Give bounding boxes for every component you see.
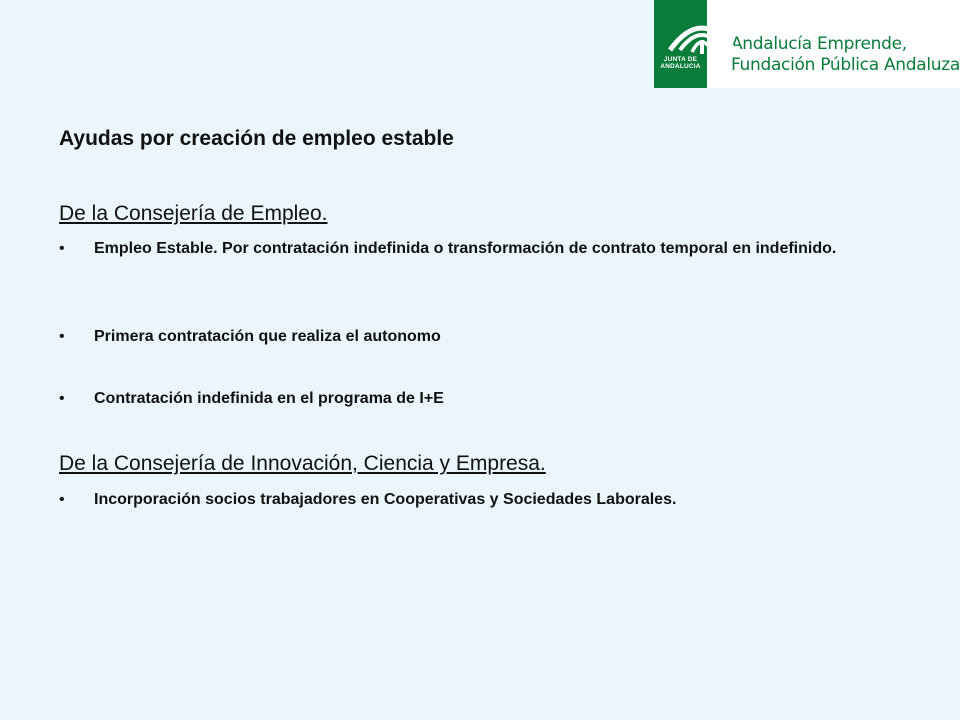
bullet-icon: • (59, 390, 65, 407)
organization-name (707, 0, 960, 88)
list-item-text: Incorporación socios trabajadores en Cooperativas y Sociedades Laborales. (94, 491, 677, 508)
list-item-text: Empleo Estable. Por contratación indefinida o transformación de contrato temporal en indefinido. (94, 240, 837, 257)
header-logo-area (654, 0, 960, 88)
section-heading-empleo: De la Consejería de Empleo. (59, 202, 328, 225)
org-name-line1: Andalucía Emprende, (730, 34, 907, 54)
list-item (59, 489, 874, 511)
list-item-text: Primera contratación que realiza el autonomo (94, 328, 441, 345)
bullet-icon: • (59, 491, 65, 508)
arch-emblem-icon (664, 10, 740, 60)
bullet-icon: • (59, 240, 65, 257)
section-heading-innovacion: De la Consejería de Innovación, Ciencia y Empresa. (59, 452, 546, 475)
bullet-icon: • (59, 328, 65, 345)
list-item (59, 388, 874, 410)
page-title: Ayudas por creación de empleo estable (59, 127, 454, 150)
junta-logo (654, 0, 707, 88)
junta-label: JUNTA DE ANDALUCIA (660, 56, 701, 70)
list-item-text: Contratación indefinida en el programa de I+E (94, 390, 444, 407)
list-item (59, 326, 874, 348)
list-item (59, 238, 874, 260)
org-name-line2: Fundación Pública Andaluza (730, 55, 960, 75)
